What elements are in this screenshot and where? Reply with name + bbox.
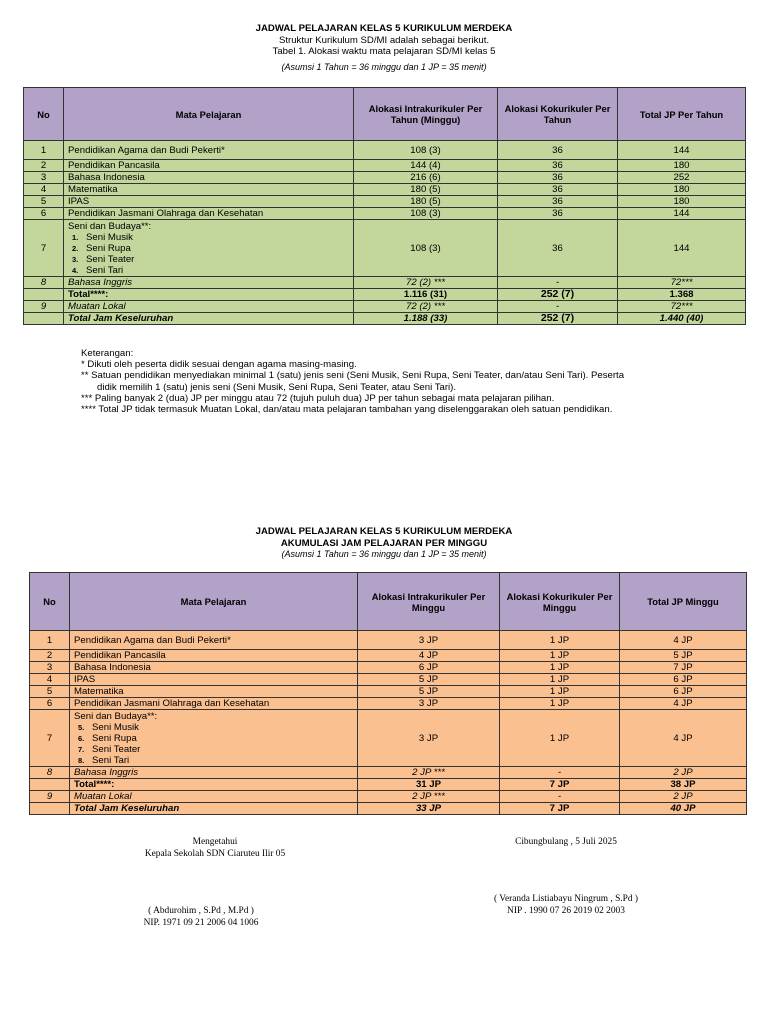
row-no: 6	[30, 698, 70, 710]
row-intra: 31 JP	[358, 779, 500, 791]
row-no	[30, 779, 70, 791]
list-number: 1.	[72, 232, 79, 242]
principal-name: ( Abdurohim , S.Pd , M.Pd )	[148, 906, 254, 916]
row-total: 180	[618, 184, 746, 196]
row-total: 4 JP	[620, 698, 747, 710]
place-date: Cibungbulang , 5 Juli 2025	[515, 837, 617, 847]
table-row	[24, 208, 746, 220]
row-subject: Bahasa Inggris	[64, 277, 354, 289]
list-number: 4.	[72, 265, 79, 275]
list-item	[78, 743, 353, 755]
section1-table-caption: Tabel 1. Alokasi waktu mata pelajaran SD/MI kelas 5	[272, 46, 496, 57]
row-ko: 7 JP	[500, 779, 620, 791]
arts-list	[68, 232, 349, 276]
teacher-nip: NIP . 1990 07 26 2019 02 2003	[507, 905, 625, 916]
section1-subtitle: Struktur Kurikulum SD/MI adalah sebagai berikut.	[278, 34, 490, 46]
table-row-arts	[24, 220, 746, 277]
row-no: 8	[30, 767, 70, 779]
list-number: 3.	[72, 254, 79, 264]
list-number: 7.	[78, 744, 85, 754]
row-intra: 108 (3)	[354, 141, 498, 160]
row-intra: 180 (5)	[354, 184, 498, 196]
table-row-local	[24, 301, 746, 313]
teacher-name: ( Veranda Listiabayu Ningrum , S.Pd )	[493, 894, 639, 904]
list-item	[78, 732, 353, 744]
row-total: 2 JP	[620, 791, 747, 803]
row-no: 4	[24, 184, 64, 196]
row-subject-arts	[70, 710, 358, 767]
arts-title: Seni dan Budaya**:	[74, 710, 158, 722]
arts-list	[74, 722, 353, 766]
row-ko: 36	[498, 141, 618, 160]
row-ko: 1 JP	[500, 662, 620, 674]
row-total: 144	[618, 141, 746, 160]
row-subject: Pendidikan Jasmani Olahraga dan Kesehatan	[70, 698, 358, 710]
row-no: 9	[24, 301, 64, 313]
row-subject: Total****:	[70, 779, 358, 791]
row-ko: 1 JP	[500, 674, 620, 686]
principal-title: Kepala Sekolah SDN Ciaruteu Ilir 05	[144, 848, 286, 859]
list-item	[72, 242, 349, 254]
row-subject: Pendidikan Jasmani Olahraga dan Kesehatan	[64, 208, 354, 220]
signature-left-header	[95, 837, 335, 860]
table-row	[24, 196, 746, 208]
row-ko: -	[498, 277, 618, 289]
row-no: 7	[24, 220, 64, 277]
row-intra: 1.188 (33)	[354, 313, 498, 325]
row-intra: 3 JP	[358, 698, 500, 710]
row-intra: 108 (3)	[354, 220, 498, 277]
row-total: 1.368	[618, 289, 746, 301]
row-total: 6 JP	[620, 674, 747, 686]
row-total: 4 JP	[620, 710, 747, 767]
list-number: 6.	[78, 733, 85, 743]
row-total: 2 JP	[620, 767, 747, 779]
table-row	[24, 172, 746, 184]
row-subject: Bahasa Indonesia	[64, 172, 354, 184]
row-no	[24, 289, 64, 301]
row-ko: 36	[498, 184, 618, 196]
arts-title: Seni dan Budaya**:	[68, 220, 152, 232]
list-item	[72, 253, 349, 265]
table-row	[30, 686, 747, 698]
row-ko: 36	[498, 172, 618, 184]
row-no: 4	[30, 674, 70, 686]
row-subject: Pendidikan Pancasila	[70, 650, 358, 662]
row-ko: 252 (7)	[498, 313, 618, 325]
annual-allocation-table	[23, 87, 746, 325]
row-subject: Muatan Lokal	[64, 301, 354, 313]
row-ko: 7 JP	[500, 803, 620, 815]
row-total: 252	[618, 172, 746, 184]
row-no: 9	[30, 791, 70, 803]
notes	[81, 348, 746, 415]
table-row-grand-total	[30, 803, 747, 815]
list-label: Seni Musik	[92, 721, 139, 733]
row-intra: 5 JP	[358, 674, 500, 686]
row-ko: 1 JP	[500, 686, 620, 698]
principal-nip: NIP. 1971 09 21 2006 04 1006	[143, 917, 259, 928]
list-label: Seni Teater	[86, 253, 135, 265]
row-intra: 72 (2) ***	[354, 277, 498, 289]
header-no: No	[24, 88, 64, 141]
row-intra: 33 JP	[358, 803, 500, 815]
row-no: 1	[30, 631, 70, 650]
table-row-grand-total	[24, 313, 746, 325]
signature-right-header	[446, 837, 686, 849]
row-intra: 3 JP	[358, 631, 500, 650]
row-ko: 36	[498, 220, 618, 277]
row-no: 7	[30, 710, 70, 767]
row-total: 1.440 (40)	[618, 313, 746, 325]
row-intra: 108 (3)	[354, 208, 498, 220]
row-intra: 2 JP ***	[358, 767, 500, 779]
row-ko: -	[500, 767, 620, 779]
row-intra: 4 JP	[358, 650, 500, 662]
table-row	[30, 662, 747, 674]
row-ko: 1 JP	[500, 650, 620, 662]
row-subject: Total Jam Keseluruhan	[64, 313, 354, 325]
acknowledge-label: Mengetahui	[192, 837, 238, 847]
row-total: 144	[618, 220, 746, 277]
row-no: 3	[30, 662, 70, 674]
row-no: 3	[24, 172, 64, 184]
row-no	[30, 803, 70, 815]
row-intra: 144 (4)	[354, 160, 498, 172]
row-intra: 1.116 (31)	[354, 289, 498, 301]
row-subject: Bahasa Indonesia	[70, 662, 358, 674]
table-row	[24, 141, 746, 160]
section1-title: JADWAL PELAJARAN KELAS 5 KURIKULUM MERDEKA	[255, 23, 513, 34]
row-subject: Pendidikan Agama dan Budi Pekerti*	[70, 631, 358, 650]
list-number: 2.	[72, 243, 79, 253]
row-total: 5 JP	[620, 650, 747, 662]
note-2-continued: didik memilih 1 (satu) jenis seni (Seni Musik, Seni Rupa, Seni Teater, atau Seni Tari).	[97, 381, 457, 393]
notes-heading: Keterangan:	[81, 348, 134, 359]
list-number: 8.	[78, 755, 85, 765]
row-total: 7 JP	[620, 662, 747, 674]
section2-title: JADWAL PELAJARAN KELAS 5 KURIKULUM MERDEKA	[255, 526, 513, 537]
row-no: 6	[24, 208, 64, 220]
row-subject: Matematika	[70, 686, 358, 698]
list-label: Seni Tari	[86, 264, 124, 276]
list-item	[78, 721, 353, 733]
header-subject: Mata Pelajaran	[64, 88, 354, 141]
row-total: 144	[618, 208, 746, 220]
row-total: 4 JP	[620, 631, 747, 650]
row-no: 5	[30, 686, 70, 698]
row-no: 2	[24, 160, 64, 172]
table-row	[30, 698, 747, 710]
row-ko: 36	[498, 196, 618, 208]
table-header-row	[30, 573, 747, 631]
row-total: 38 JP	[620, 779, 747, 791]
list-label: Seni Musik	[86, 231, 133, 243]
table-row	[30, 674, 747, 686]
row-ko: 36	[498, 160, 618, 172]
row-no: 2	[30, 650, 70, 662]
row-intra: 72 (2) ***	[354, 301, 498, 313]
row-ko: 252 (7)	[498, 289, 618, 301]
row-intra: 180 (5)	[354, 196, 498, 208]
note-2: ** Satuan pendidikan menyediakan minimal 1 (satu) jenis seni (Seni Musik, Seni Rupa, Seni Teater, dan/atau Seni Tari). Peserta	[81, 370, 625, 382]
header-total: Total JP Per Tahun	[618, 88, 746, 141]
list-number: 5.	[78, 722, 85, 732]
table-row	[24, 160, 746, 172]
list-label: Seni Teater	[92, 743, 141, 755]
header-total: Total JP Minggu	[620, 573, 747, 631]
signature-left	[81, 906, 321, 929]
table-row-local	[30, 791, 747, 803]
row-no: 5	[24, 196, 64, 208]
row-subject: Total Jam Keseluruhan	[70, 803, 358, 815]
row-subject: Pendidikan Pancasila	[64, 160, 354, 172]
table-row	[30, 650, 747, 662]
row-intra: 216 (6)	[354, 172, 498, 184]
section2-assumption: (Asumsi 1 Tahun = 36 minggu dan 1 JP = 35 menit)	[281, 549, 487, 559]
row-intra: 3 JP	[358, 710, 500, 767]
row-total: 72***	[618, 277, 746, 289]
row-subject: Matematika	[64, 184, 354, 196]
row-subject: Muatan Lokal	[70, 791, 358, 803]
section1-assumption: (Asumsi 1 Tahun = 36 minggu dan 1 JP = 35 menit)	[281, 61, 487, 72]
header-intra: Alokasi Intrakurikuler Per Tahun (Minggu)	[354, 88, 498, 141]
table-row	[30, 631, 747, 650]
note-4: **** Total JP tidak termasuk Muatan Lokal, dan/atau mata pelajaran tambahan yang diselenggarakan oleh satuan pendidikan.	[81, 404, 613, 416]
row-no: 1	[24, 141, 64, 160]
note-1: * Dikuti oleh peserta didik sesuai dengan agama masing-masing.	[81, 359, 357, 371]
row-total: 40 JP	[620, 803, 747, 815]
list-item	[78, 754, 353, 766]
row-total: 6 JP	[620, 686, 747, 698]
table-row-total	[30, 779, 747, 791]
row-ko: 1 JP	[500, 710, 620, 767]
table-row	[24, 184, 746, 196]
table-header-row	[24, 88, 746, 141]
row-intra: 2 JP ***	[358, 791, 500, 803]
row-ko: 1 JP	[500, 698, 620, 710]
table-row-english	[24, 277, 746, 289]
row-subject: IPAS	[64, 196, 354, 208]
row-total: 180	[618, 196, 746, 208]
row-no	[24, 313, 64, 325]
row-subject-arts	[64, 220, 354, 277]
row-ko: 1 JP	[500, 631, 620, 650]
table-row-total	[24, 289, 746, 301]
row-ko: 36	[498, 208, 618, 220]
table-row-arts	[30, 710, 747, 767]
row-total: 72***	[618, 301, 746, 313]
header-ko: Alokasi Kokurikuler Per Tahun	[498, 88, 618, 141]
header-intra: Alokasi Intrakurikuler Per Minggu	[358, 573, 500, 631]
list-item	[72, 231, 349, 243]
row-subject: Pendidikan Agama dan Budi Pekerti*	[64, 141, 354, 160]
section1-header	[0, 23, 768, 73]
list-label: Seni Rupa	[92, 732, 137, 744]
section2-header	[0, 526, 768, 561]
note-3: *** Paling banyak 2 (dua) JP per minggu atau 72 (tujuh puluh dua) JP per tahun sebagai mata pelajaran pilihan.	[81, 392, 555, 404]
row-subject: IPAS	[70, 674, 358, 686]
row-ko: -	[498, 301, 618, 313]
row-total: 180	[618, 160, 746, 172]
row-intra: 6 JP	[358, 662, 500, 674]
weekly-allocation-table	[29, 572, 747, 815]
section2-subtitle: AKUMULASI JAM PELAJARAN PER MINGGU	[280, 537, 488, 549]
row-ko: -	[500, 791, 620, 803]
row-no: 8	[24, 277, 64, 289]
header-subject: Mata Pelajaran	[70, 573, 358, 631]
signature-right	[410, 894, 722, 917]
list-item	[72, 264, 349, 276]
header-no: No	[30, 573, 70, 631]
list-label: Seni Tari	[92, 754, 130, 766]
header-ko: Alokasi Kokurikuler Per Minggu	[500, 573, 620, 631]
row-subject: Total****:	[64, 289, 354, 301]
row-intra: 5 JP	[358, 686, 500, 698]
row-subject: Bahasa Inggris	[70, 767, 358, 779]
table-row-english	[30, 767, 747, 779]
list-label: Seni Rupa	[86, 242, 131, 254]
